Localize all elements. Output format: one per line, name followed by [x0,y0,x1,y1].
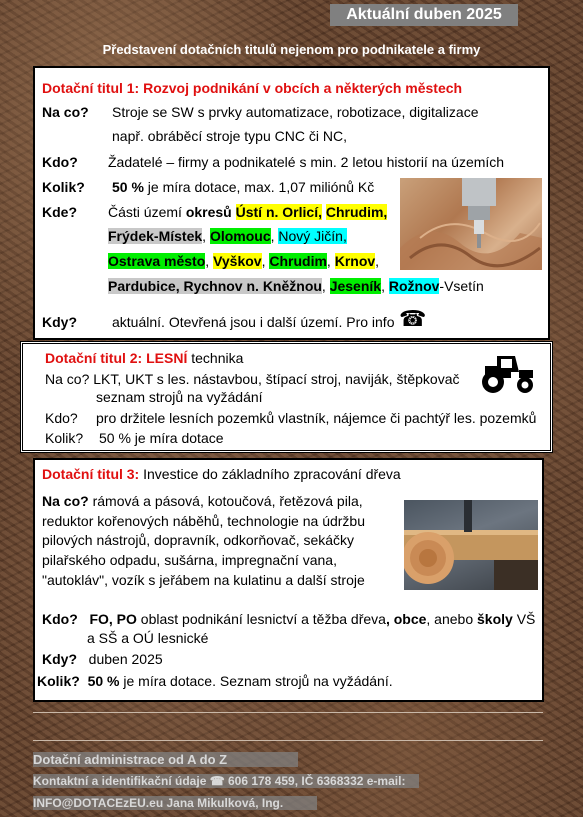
title-3-line-3: pilových nástrojů, dopravník, odkorňovač, sekáčky [42,532,355,548]
title-2-heading [45,350,243,366]
title-3-kdo-2: a SŠ a OÚ lesnické [87,630,209,646]
title-3-kdo-obce: , obce [385,611,427,627]
title-1-na-co-text-2: např. obráběcí stroje typu CNC či NC, [112,128,347,144]
title-2-heading-red: Dotační titul 2: LESNÍ [45,350,188,366]
region-vsetin: -Vsetín [439,278,484,294]
title-3-kdo-mid: oblast podnikání lesnictví a těžba dřeva [136,611,386,627]
title-2-na-co-2: seznam strojů na vyžádání [96,389,263,405]
title-1-kdo-text: Žadatelé – firmy a podnikatelé s min. 2 letou historií na územích [108,154,505,170]
footer-line-2: Kontaktní a identifikační údaje ☎ 606 178 459, IČ 6368332 e-mail: [33,774,419,788]
footer-divider-2 [33,740,543,741]
kde-okresu: okresů [185,204,232,220]
page-title: Aktuální duben 2025 [330,4,518,26]
title-3-na-co-line-1 [42,493,363,509]
title-3-line-2: reduktor kořenových náběhů, technologie na údržbu [42,513,365,529]
title-2-kdo-label: Kdo? [45,410,78,426]
region-usti: Ústí n. Orlicí, [235,204,322,220]
region-olomouc: Olomouc [209,228,271,244]
region-ostrava: Ostrava město [108,253,206,269]
footer-line-1: Dotační administrace od A do Z [33,752,298,767]
title-3-kolik-rest: je míra dotace. Seznam strojů na vyžádání. [119,673,393,689]
region-chrudim-2: Chrudim [269,253,327,269]
title-3-kdo-skoly: školy [477,611,513,627]
title-3-na-co-label: Na co? [42,493,89,509]
title-1-kde-line-3: Ostrava město, Vyškov, Chrudim, Krnov, [108,253,380,269]
region-roznov: Rožnov [388,278,440,294]
region-chrudim-1: Chrudim, [325,204,388,220]
title-3-line-1: rámová a pásová, kotoučová, řetězová pila, [88,493,363,509]
region-pardubice: Pardubice, Rychnov n. Kněžnou [108,278,322,294]
title-1-heading: Dotační titul 1: Rozvoj podnikání v obcích a některých městech [42,80,463,96]
title-2-card [20,341,553,453]
title-1-kde-label: Kde? [42,204,77,220]
title-2-kolik-label: Kolik? [45,430,84,446]
title-1-kolik-bold: 50 % [112,179,144,195]
title-1-kde-line-1 [108,204,387,220]
title-3-heading-rest: Investice do základního zpracování dřeva [139,466,401,482]
footer-divider-1 [33,712,543,713]
title-1-kde-line-4: Pardubice, Rychnov n. Kněžnou, Jeseník, Rožnov-Vsetín [108,278,484,294]
title-3-kdy-label: Kdy? [42,651,77,667]
title-2-na-co: Na co? LKT, UKT s les. nástavbou, štípací stroj, naviják, štěpkovač [45,371,460,387]
title-1-kolik-text [112,179,374,195]
title-1-kdy-label: Kdy? [42,314,77,330]
title-3-line-4: pilařského odpadu, sušárna, impregnační vana, [42,552,337,568]
title-3-kolik [37,673,393,689]
title-1-kdy-text: aktuální. Otevřená jsou i další území. Pro info [112,314,395,330]
title-3-heading [42,466,401,482]
title-1-card [33,66,550,340]
title-3-kdo-label: Kdo? [42,611,78,627]
region-jicin: Nový Jičín, [278,228,347,244]
title-3-kdy-text: duben 2025 [88,651,163,667]
footer-line-3: INFO@DOTACEzEU.eu Jana Mikulková, Ing. [33,796,317,810]
title-3-kdo-anebo: , anebo [426,611,478,627]
title-1-na-co-label: Na co? [42,104,89,120]
kde-prefix: Části území [108,204,186,220]
title-3-heading-red: Dotační titul 3: [42,466,140,482]
cnc-machine-photo [400,178,542,270]
title-1-kolik-label: Kolik? [42,179,85,195]
title-3-kolik-bold: 50 % [87,673,120,689]
title-3-kdo-end: VŠ [512,611,536,627]
title-1-kdo-label: Kdo? [42,154,78,170]
title-1-kolik-rest: je míra dotace, max. 1,07 miliónů Kč [143,179,375,195]
title-3-card [33,458,544,702]
region-krnov: Krnov [334,253,376,269]
title-1-na-co-text: Stroje se SW s prvky automatizace, robotizace, digitalizace [112,104,479,120]
title-3-kdo-bold: FO, PO [89,611,137,627]
title-3-line-5: "autokláv", vozík s jeřábem na kulatinu a další stroje [42,572,365,588]
region-frydek: Frýdek-Místek [108,228,203,244]
title-2-kdo: pro držitele lesních pozemků vlastník, nájemce či pachtýř les. pozemků [96,410,537,426]
title-3-kdy [42,651,163,667]
title-1-kde-line-2: Frýdek-Místek, Olomouc, Nový Jičín, [108,228,347,244]
region-vyskov: Vyškov [213,253,262,269]
title-2-heading-rest: technika [187,350,244,366]
title-3-kolik-label: Kolik? [37,673,80,689]
title-3-kdo [42,611,535,627]
title-2-kolik: 50 % je míra dotace [99,430,224,446]
page-subtitle: Představení dotačních titulů nejenom pro podnikatele a firmy [102,42,481,57]
sawmill-photo [404,500,538,590]
tractor-icon [475,354,537,399]
phone-icon: ☎ [399,306,427,331]
region-jesenik: Jeseník [329,278,382,294]
